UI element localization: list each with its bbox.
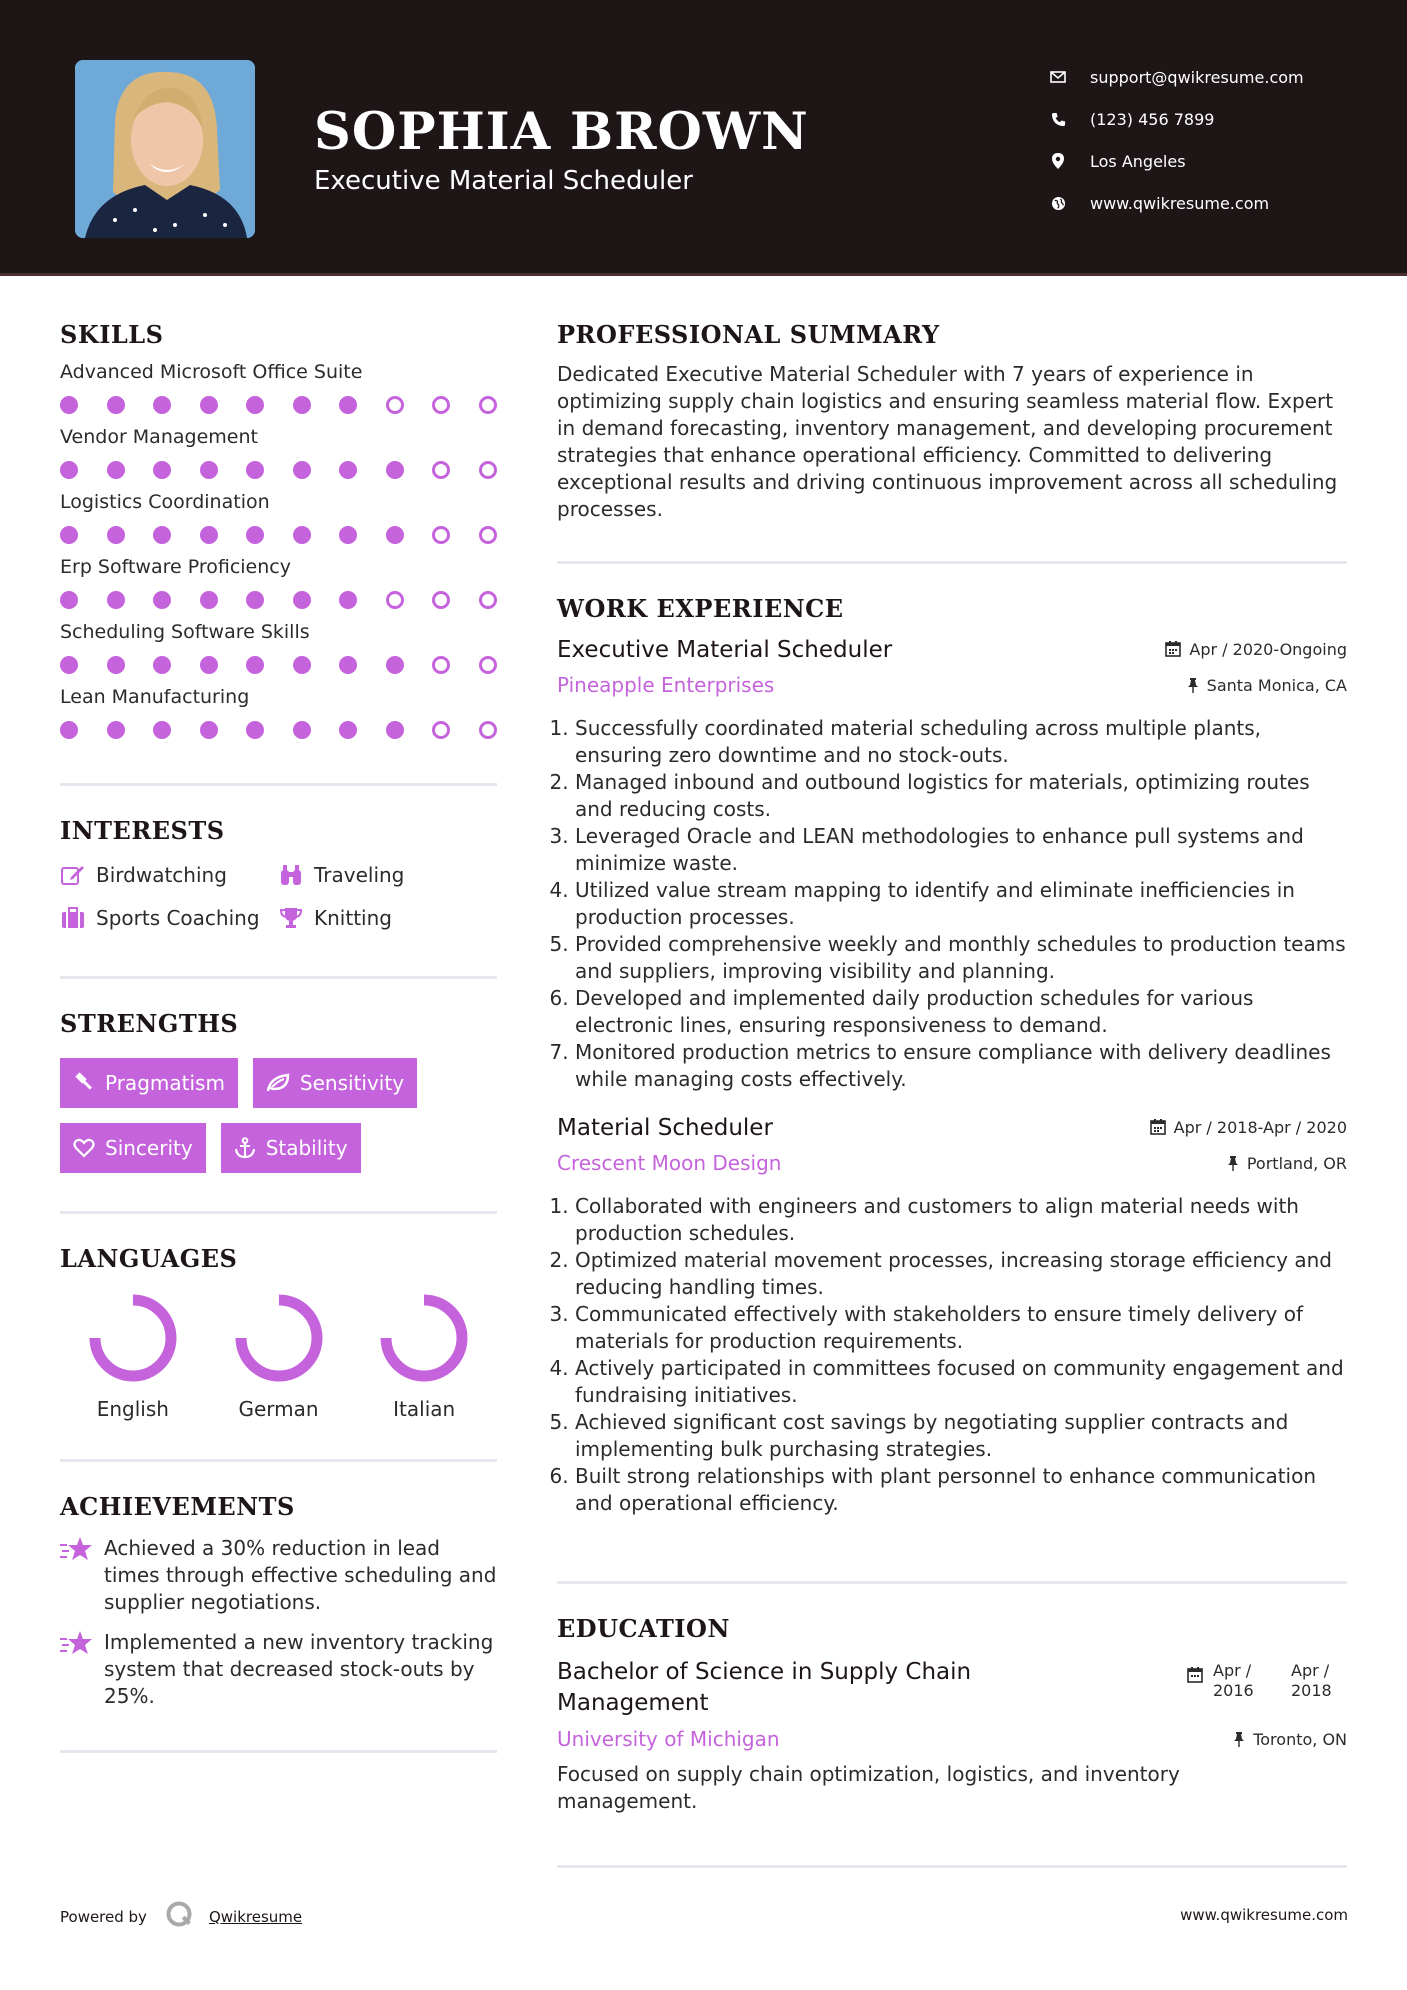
achievement-text: Achieved a 30% reduction in lead times through effective scheduling and supplier negotiations.: [104, 1536, 497, 1614]
language-proficiency-arc: [95, 1300, 171, 1376]
rating-dot-filled: [153, 656, 171, 674]
globe-icon: [1048, 193, 1068, 213]
rating-dot-empty: [479, 396, 497, 414]
trophy-icon: [278, 906, 304, 930]
interests-list: [60, 863, 497, 930]
language-label: Italian: [393, 1397, 456, 1421]
rating-dot-empty: [479, 721, 497, 739]
education-dates: [1187, 1661, 1347, 1719]
language-item: [206, 1293, 352, 1421]
education-end: Apr / 2018: [1291, 1661, 1332, 1700]
rating-dot-filled: [293, 526, 311, 544]
rating-dot-empty: [479, 526, 497, 544]
rating-dot-filled: [153, 526, 171, 544]
contact-location: [1048, 140, 1378, 182]
rating-dot-filled: [339, 591, 357, 609]
interest-item: [278, 863, 497, 887]
rating-dot-filled: [60, 721, 78, 739]
star-icon: [60, 1535, 94, 1565]
language-proficiency-ring: [234, 1293, 324, 1383]
job-dates-text: Apr / 2020-Ongoing: [1189, 639, 1347, 659]
skill-item: [60, 491, 497, 544]
pushpin-icon: [1227, 1156, 1239, 1171]
strength-label: Pragmatism: [105, 1071, 225, 1095]
rating-dot-filled: [386, 526, 404, 544]
summary-section: [557, 320, 1347, 523]
rating-dot-filled: [293, 591, 311, 609]
candidate-title: Executive Material Scheduler: [314, 166, 693, 196]
rating-dot-filled: [293, 461, 311, 479]
section-divider: [60, 783, 497, 786]
rating-dot-filled: [60, 396, 78, 414]
summary-title: PROFESSIONAL SUMMARY: [557, 320, 940, 349]
rating-dot-filled: [339, 721, 357, 739]
rating-dot-filled: [60, 656, 78, 674]
rating-dot-filled: [60, 591, 78, 609]
rating-dot-filled: [293, 721, 311, 739]
language-proficiency-arc: [241, 1300, 317, 1376]
section-divider: [60, 1459, 497, 1462]
education-section: [557, 1614, 1347, 1815]
contact-location-text: Los Angeles: [1090, 151, 1186, 171]
star-icon: [60, 1629, 94, 1659]
education-location: [1233, 1730, 1347, 1749]
phone-icon: [1048, 109, 1068, 129]
strength-label: Sensitivity: [299, 1071, 405, 1095]
rating-dot-filled: [246, 526, 264, 544]
company-name: Crescent Moon Design: [557, 1151, 782, 1175]
skill-name: Vendor Management: [60, 426, 258, 448]
language-item: [60, 1293, 206, 1421]
job-entry: [557, 637, 1347, 1093]
skill-rating: [60, 656, 497, 674]
skill-name: Scheduling Software Skills: [60, 621, 310, 643]
interest-label: Birdwatching: [96, 863, 227, 887]
strength-label: Sincerity: [105, 1136, 193, 1160]
contact-phone[interactable]: [1048, 98, 1378, 140]
education-title: EDUCATION: [557, 1614, 730, 1643]
rating-dot-filled: [293, 656, 311, 674]
rating-dot-filled: [60, 461, 78, 479]
qwikresume-link[interactable]: Qwikresume: [208, 1908, 303, 1926]
interest-label: Sports Coaching: [96, 906, 260, 930]
heart-icon: [73, 1138, 95, 1158]
rating-dot-empty: [479, 461, 497, 479]
job-bullet: 3. Leveraged Oracle and LEAN methodologies to enhance pull systems and minimize waste.: [575, 823, 1347, 877]
education-location-text: Toronto, ON: [1253, 1729, 1347, 1749]
skill-rating: [60, 461, 497, 479]
job-bullet: 1. Successfully coordinated material scheduling across multiple plants, ensuring zero downtime and no stock-outs.: [575, 715, 1347, 769]
rating-dot-empty: [479, 591, 497, 609]
candidate-name: SOPHIA BROWN: [314, 102, 809, 162]
resume-header: [0, 0, 1407, 276]
skills-title: SKILLS: [60, 320, 164, 349]
rating-dot-filled: [246, 721, 264, 739]
rating-dot-filled: [246, 396, 264, 414]
skill-name: Logistics Coordination: [60, 491, 270, 513]
skills-section: [60, 320, 497, 739]
calendar-icon: [1165, 641, 1181, 657]
rating-dot-filled: [153, 721, 171, 739]
interest-label: Traveling: [314, 863, 405, 887]
rating-dot-filled: [200, 721, 218, 739]
rating-dot-filled: [107, 461, 125, 479]
skill-item: [60, 621, 497, 674]
rating-dot-filled: [339, 656, 357, 674]
rating-dot-filled: [153, 591, 171, 609]
rating-dot-filled: [200, 526, 218, 544]
interests-title: INTERESTS: [60, 816, 225, 845]
anchor-icon: [234, 1137, 256, 1159]
language-label: German: [238, 1397, 319, 1421]
strength-chip: [60, 1058, 238, 1108]
interest-item: [60, 906, 278, 930]
right-column: [557, 320, 1347, 1868]
rating-dot-empty: [432, 591, 450, 609]
strengths-list: [60, 1058, 497, 1173]
job-bullet: 2. Managed inbound and outbound logistics for materials, optimizing routes and reducing costs.: [575, 769, 1347, 823]
rating-dot-filled: [107, 721, 125, 739]
rating-dot-filled: [386, 656, 404, 674]
skill-name: Advanced Microsoft Office Suite: [60, 361, 363, 383]
rating-dot-filled: [200, 461, 218, 479]
skills-list: [60, 361, 497, 739]
degree-title: Bachelor of Science in Supply Chain Management: [557, 1659, 972, 1716]
rating-dot-filled: [153, 461, 171, 479]
job-location: [1227, 1154, 1347, 1173]
job-location-text: Portland, OR: [1246, 1153, 1347, 1173]
rating-dot-empty: [386, 396, 404, 414]
experience-section: [557, 594, 1347, 1517]
skill-item: [60, 556, 497, 609]
language-proficiency-ring: [88, 1293, 178, 1383]
strengths-title: STRENGTHS: [60, 1009, 239, 1038]
languages-title: LANGUAGES: [60, 1244, 238, 1273]
mail-icon: [1048, 67, 1068, 87]
binoculars-icon: [278, 863, 304, 887]
profile-photo: [75, 60, 255, 238]
rating-dot-empty: [432, 526, 450, 544]
rating-dot-filled: [107, 396, 125, 414]
language-proficiency-ring: [379, 1293, 469, 1383]
rating-dot-empty: [479, 656, 497, 674]
rating-dot-filled: [339, 526, 357, 544]
job-bullet: 3. Communicated effectively with stakeholders to ensure timely delivery of materials for production requirements.: [575, 1301, 1347, 1355]
interest-label: Knitting: [314, 906, 392, 930]
skill-item: [60, 361, 497, 414]
qwikresume-logo-icon: [165, 1900, 195, 1934]
job-dates: [1165, 640, 1347, 659]
rating-dot-filled: [200, 591, 218, 609]
job-bullets: [557, 715, 1347, 1093]
skill-rating: [60, 526, 497, 544]
job-bullet: 4. Utilized value stream mapping to identify and eliminate inefficiencies in production processes.: [575, 877, 1347, 931]
interest-item: [60, 863, 278, 887]
school-name: University of Michigan: [557, 1727, 780, 1751]
rating-dot-empty: [386, 591, 404, 609]
achievement-text: Implemented a new inventory tracking system that decreased stock-outs by 25%.: [104, 1630, 494, 1708]
skill-item: [60, 686, 497, 739]
contact-website[interactable]: [1048, 182, 1378, 224]
contact-phone-text: (123) 456 7899: [1090, 109, 1215, 129]
rating-dot-filled: [293, 396, 311, 414]
rating-dot-empty: [432, 396, 450, 414]
company-name: Pineapple Enterprises: [557, 673, 775, 697]
job-dates: [1150, 1118, 1347, 1137]
summary-text: Dedicated Executive Material Scheduler with 7 years of experience in optimizing supply chain logistics and ensuring seamless material flow. Expert in demand forecasting, inventory management, and developing procurement strategies that enhance operational efficiency. Committed to delivering exceptional results and driving continuous improvement across all scheduling processes.: [557, 362, 1338, 521]
job-title: Material Scheduler: [557, 1115, 773, 1141]
job-location: [1187, 676, 1347, 695]
location-pin-icon: [1048, 151, 1068, 171]
experience-title: WORK EXPERIENCE: [557, 594, 844, 623]
job-location-text: Santa Monica, CA: [1206, 675, 1347, 695]
strength-label: Stability: [265, 1136, 348, 1160]
strengths-section: [60, 1009, 497, 1173]
pushpin-icon: [1187, 678, 1199, 693]
rating-dot-empty: [432, 721, 450, 739]
achievement-item: [60, 1535, 497, 1616]
footer-powered-by: [60, 1900, 302, 1934]
achievements-section: [60, 1492, 497, 1710]
job-bullet: 5. Achieved significant cost savings by negotiating supplier contracts and implementing bulk purchasing strategies.: [575, 1409, 1347, 1463]
powered-by-text: Powered by: [60, 1908, 147, 1926]
rating-dot-filled: [339, 461, 357, 479]
rating-dot-filled: [200, 656, 218, 674]
leaf-icon: [266, 1073, 290, 1093]
pushpin-icon: [1233, 1732, 1245, 1747]
section-divider: [557, 1581, 1347, 1584]
job-bullet: 6. Built strong relationships with plant personnel to enhance communication and operational efficiency.: [575, 1463, 1347, 1517]
suitcase-icon: [60, 906, 86, 930]
rating-dot-filled: [386, 461, 404, 479]
achievements-title: ACHIEVEMENTS: [60, 1492, 295, 1521]
contact-email[interactable]: [1048, 56, 1378, 98]
calendar-icon: [1150, 1119, 1166, 1135]
job-title: Executive Material Scheduler: [557, 637, 893, 663]
gavel-icon: [73, 1072, 95, 1094]
rating-dot-filled: [60, 526, 78, 544]
job-bullet: 6. Developed and implemented daily production schedules for various electronic lines, ensuring responsiveness to demand.: [575, 985, 1347, 1039]
contact-website-text: www.qwikresume.com: [1090, 193, 1270, 213]
rating-dot-filled: [246, 656, 264, 674]
rating-dot-filled: [386, 721, 404, 739]
pencil-icon: [60, 863, 86, 887]
rating-dot-filled: [200, 396, 218, 414]
job-bullet: 2. Optimized material movement processes, increasing storage efficiency and reducing handling times.: [575, 1247, 1347, 1301]
left-column: [60, 320, 497, 1753]
rating-dot-filled: [339, 396, 357, 414]
job-bullet: 1. Collaborated with engineers and customers to align material needs with production schedules.: [575, 1193, 1347, 1247]
section-divider: [60, 1211, 497, 1214]
education-description: Focused on supply chain optimization, logistics, and inventory management.: [557, 1762, 1180, 1813]
skill-rating: [60, 721, 497, 739]
rating-dot-empty: [432, 461, 450, 479]
strength-chip: [221, 1123, 361, 1173]
section-divider: [60, 976, 497, 979]
achievement-item: [60, 1629, 497, 1710]
education-start: Apr / 2016: [1213, 1661, 1254, 1700]
rating-dot-filled: [107, 526, 125, 544]
job-bullets: [557, 1193, 1347, 1517]
rating-dot-filled: [246, 461, 264, 479]
rating-dot-filled: [153, 396, 171, 414]
language-proficiency-arc: [386, 1300, 462, 1376]
skill-name: Lean Manufacturing: [60, 686, 250, 708]
job-bullet: 5. Provided comprehensive weekly and monthly schedules to production teams and suppliers, improving visibility and planning.: [575, 931, 1347, 985]
rating-dot-filled: [107, 591, 125, 609]
languages-section: [60, 1244, 497, 1421]
strength-chip: [253, 1058, 417, 1108]
interests-section: [60, 816, 497, 930]
language-label: English: [96, 1397, 169, 1421]
skill-name: Erp Software Proficiency: [60, 556, 291, 578]
job-dates-text: Apr / 2018-Apr / 2020: [1173, 1117, 1347, 1137]
rating-dot-empty: [432, 656, 450, 674]
contact-email-text: support@qwikresume.com: [1090, 67, 1304, 87]
strength-chip: [60, 1123, 206, 1173]
section-divider: [557, 561, 1347, 564]
language-item: [351, 1293, 497, 1421]
skill-rating: [60, 396, 497, 414]
rating-dot-filled: [246, 591, 264, 609]
footer-url[interactable]: www.qwikresume.com: [1180, 1906, 1348, 1924]
languages-list: [60, 1293, 497, 1421]
job-entry: [557, 1115, 1347, 1517]
job-bullet: 4. Actively participated in committees focused on community engagement and fundraising initiatives.: [575, 1355, 1347, 1409]
calendar-icon: [1187, 1667, 1203, 1687]
job-bullet: 7. Monitored production metrics to ensure compliance with delivery deadlines while managing costs effectively.: [575, 1039, 1347, 1093]
section-divider: [60, 1750, 497, 1753]
skill-item: [60, 426, 497, 479]
skill-rating: [60, 591, 497, 609]
interest-item: [278, 906, 497, 930]
contact-list: [1048, 56, 1378, 224]
section-divider: [557, 1865, 1347, 1868]
rating-dot-filled: [107, 656, 125, 674]
